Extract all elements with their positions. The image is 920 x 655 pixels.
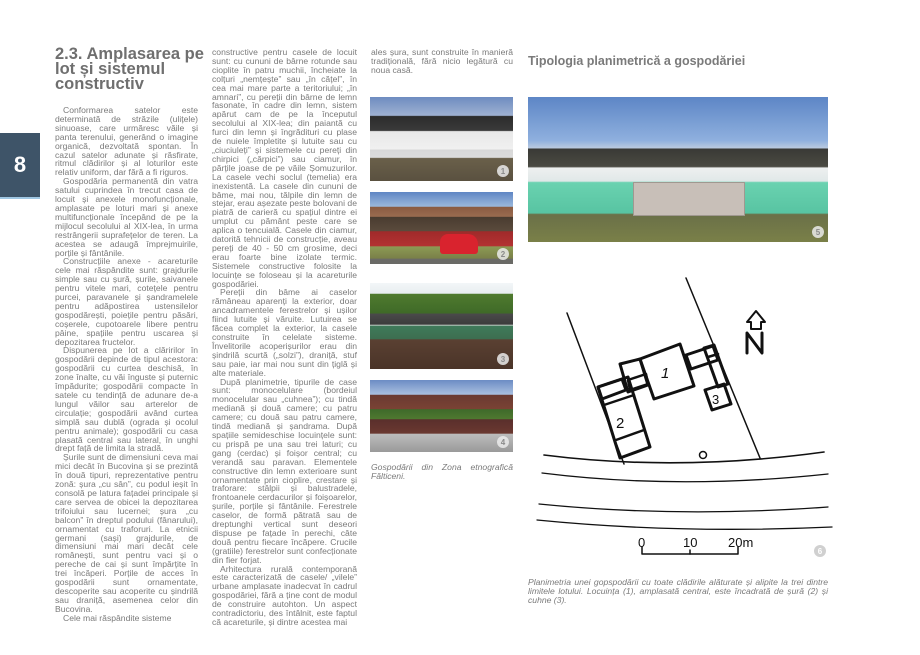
page-number: 8 xyxy=(13,152,27,177)
site-plan-svg xyxy=(528,262,833,562)
photo-2 xyxy=(370,192,513,264)
red-car xyxy=(440,234,478,254)
page-number-tab xyxy=(0,133,40,199)
text-column-3 xyxy=(371,48,513,75)
paragraph: ales șura, sunt construite în manieră tradițională, fără nicio legătură cu noua casă. xyxy=(371,47,513,75)
paragraph: constructive pentru casele de locuit sunt: cu cununi de bârne rotunde sau cioplite în patru muchii, încheiate la colțuri „nemțește” sau „în cățel”, în cea mai mare parte a teritoriului; „în amnari”, cu pereții din bârne de lemn fasonate, în cadre din lemn, sistem apărut cam de pe la începutul secolului al XIX-lea; din paiantă cu furci din lemn și îngrădituri cu plase de nuiele împletite și lutuite sau cu „ciuciuleți” și sistemele cu pereți din chirpici („cărpici”) sau ciamur, în părțile joase de pe văile Șomuzurilor. La casele vechi soclul (temelia) era inexistentă. La casele din cununi de bâme, mai nou, tălpile din lemn de stejar, erau așezate peste bolovani de piatră de carieră cu spațiul dintre ei umplut cu pământ peste care se aplica o tencuială. Casele din ciamur, datorită tehnicii de construcție, aveau pereți de 40 - 50 cm grosime, deci erau foarte bine izolate termic. Sistemele constructive folosite la locuințe se foloseau și la acareturile gospodăriei. xyxy=(212,47,357,289)
site-plan-drawing xyxy=(528,262,833,562)
paragraph: Pereții din bâme ai caselor rămâneau aparenți la exterior, doar ancadramentele ferestrelor și ușilor fiind lutuite și văruite. Lutuirea se făcea complet la exterior, la casele construite în celelate sisteme. Învelitorile acoperișurilor erau din șindrilă scurtă („solzi”), draniță, stuf sau paie, iar mai nou sunt din țiglă și alte materiale. xyxy=(212,287,357,378)
gate xyxy=(633,182,745,216)
photo-number-badge: 2 xyxy=(497,248,509,260)
photos-caption: Gospodării din Zona etnografică Fălticeni. xyxy=(371,462,513,481)
scale-label-0: 0 xyxy=(638,535,646,550)
photo-3 xyxy=(370,283,513,369)
scale-label-20m: 20m xyxy=(728,535,754,550)
plan-caption: Planimetria unei gopspodării cu toate clădirile alăturate și alipite la trei dintre limitele lotului. Locuința (1), amplasată central, este încadrată de șură (2) și cuhne (3). xyxy=(528,577,828,605)
photo-5 xyxy=(528,97,828,242)
photo-4 xyxy=(370,380,513,452)
photo-number-badge: 5 xyxy=(812,226,824,238)
text-column-1 xyxy=(55,106,198,623)
photo-number-badge: 3 xyxy=(497,353,509,365)
paragraph: Dispunerea pe lot a clăririlor în gospodării depinde de tipul acestora: gospodării cu curtea deschisă, în zone înalte, cu văi înguste și puternic împădurite; gospodării compacte în satele cu tendință de adunare de-a lungul văilor sau arterelor de circulație; gospodării având curtea simplă sau dublă (ograda și ocolul pentru animale); gospodării cu casa plasată central sau lateral, în unghi drept față de limita la stradă. xyxy=(55,345,198,454)
paragraph: Conformarea satelor este determinată de străzile (ulițele) sinuoase, care urmăresc văile și panta terenului, generând o imagine organică, dezvoltată spontan. În cazul satelor adunate și răsfirate, ritmul clădirilor și al loturilor este relativ uniform, dar fără a fi riguros. xyxy=(55,105,198,178)
plan-label-3: 3 xyxy=(712,392,720,407)
paragraph: După planimetrie, tipurile de case sunt: monocelulare (bordeiul monocelular sau „cuhnea”); cu tindă mediană și două camere; cu patru camere; cu două sau patru camere, tindă mediană și șandrama. După spațiile semideschise locuințele sunt: cu prispă pe una sau trei laturi; cu gang (cerdac) și foișor central; cu verandă sau paravan. Elementele constructive din lemn exterioare sunt ornamentate prin cioplire, crestare și traforare: stâlpii și balustradele, frontoanele cerdacurilor și foișoarelor, șurile, porțile și fântânile. Ferestrele caselor, de formă pătrată sau de dreptunghi vertical sunt deseori dispuse pe fațade în perechi, câte două pentru fiecare încăpere. Crucile (gratiile) ferestrelor sunt confecționate din fier forjat. xyxy=(212,376,357,565)
paragraph: Gospodăria permanentă din vatra satului cuprindea în trecut casa de locuit și anexele monofuncționale, amplasate pe loturi mari și anexe multifuncționale începând de pe la mijlocul secolului al XIX-lea, în urma restrângerii suprafețelor de teren. La acestea se adaugă împrejmuirile, porțile și fântânile. xyxy=(55,176,198,258)
paragraph: Arhitectura rurală contemporană este caracterizată de casele/ „vilele” urbane amplasate inadecvat în cadrul gospodăriei, fără a ține cont de modul de construire autohton. Un aspect contradictoriu, des întâlnit, este faptul că acareturile, și dintre acestea mai xyxy=(212,563,357,627)
paragraph: Cele mai răspândite sisteme xyxy=(63,612,172,623)
photo-number-badge: 1 xyxy=(497,165,509,177)
right-section-title: Tipologia planimetrică a gospodăriei xyxy=(528,54,746,68)
paragraph: Construcțiile anexe - acareturile cele mai răspândite sunt: grajdurile simple sau cu șură, șurile, saivanele pentru vitele mari, cotețele pentru purcei, paravanele și șandramelele pentru adăpostirea ustensilelor gospodărești, poiețile pentru păsări, coșerele, cupotoarele libere pentru pâine, spațiile pentru uscarea și depozitarea fructelor. xyxy=(55,256,198,347)
scale-label-10: 10 xyxy=(683,535,698,550)
plan-label-2: 2 xyxy=(616,415,625,432)
figure-number-badge: 6 xyxy=(814,545,826,557)
photo-1 xyxy=(370,97,513,181)
paragraph: Șurile sunt de dimensiuni ceva mai mici decât în Bucovina și se prezintă în două tipuri, reprezentative pentru zonă: șura „cu sân”, cu podul ieșit în consolă pe latura fațadei principale și care servea de obicei la depozitarea trifoiului sau lucernei; șura „cu balcon” în dreptul podului (fânarului), ornamentat cu traforuri. La etnicii germani (sași) grajdurile, de dimensiuni mai mari decât cele românești, sunt pentru vaci și o pereche de cai și sunt împărțite în trei încăperi. Porțile de acces în gospodării sunt ornamentate, descoperite sau acoperite cu șindrilă sau draniță, asemenea celor din Bucovina. xyxy=(55,452,198,614)
plan-label-1: 1 xyxy=(661,365,670,382)
section-title: 2.3. Amplasarea pe lot și sistemul constructiv xyxy=(55,45,204,93)
text-column-2 xyxy=(212,48,357,627)
photo-number-badge: 4 xyxy=(497,436,509,448)
